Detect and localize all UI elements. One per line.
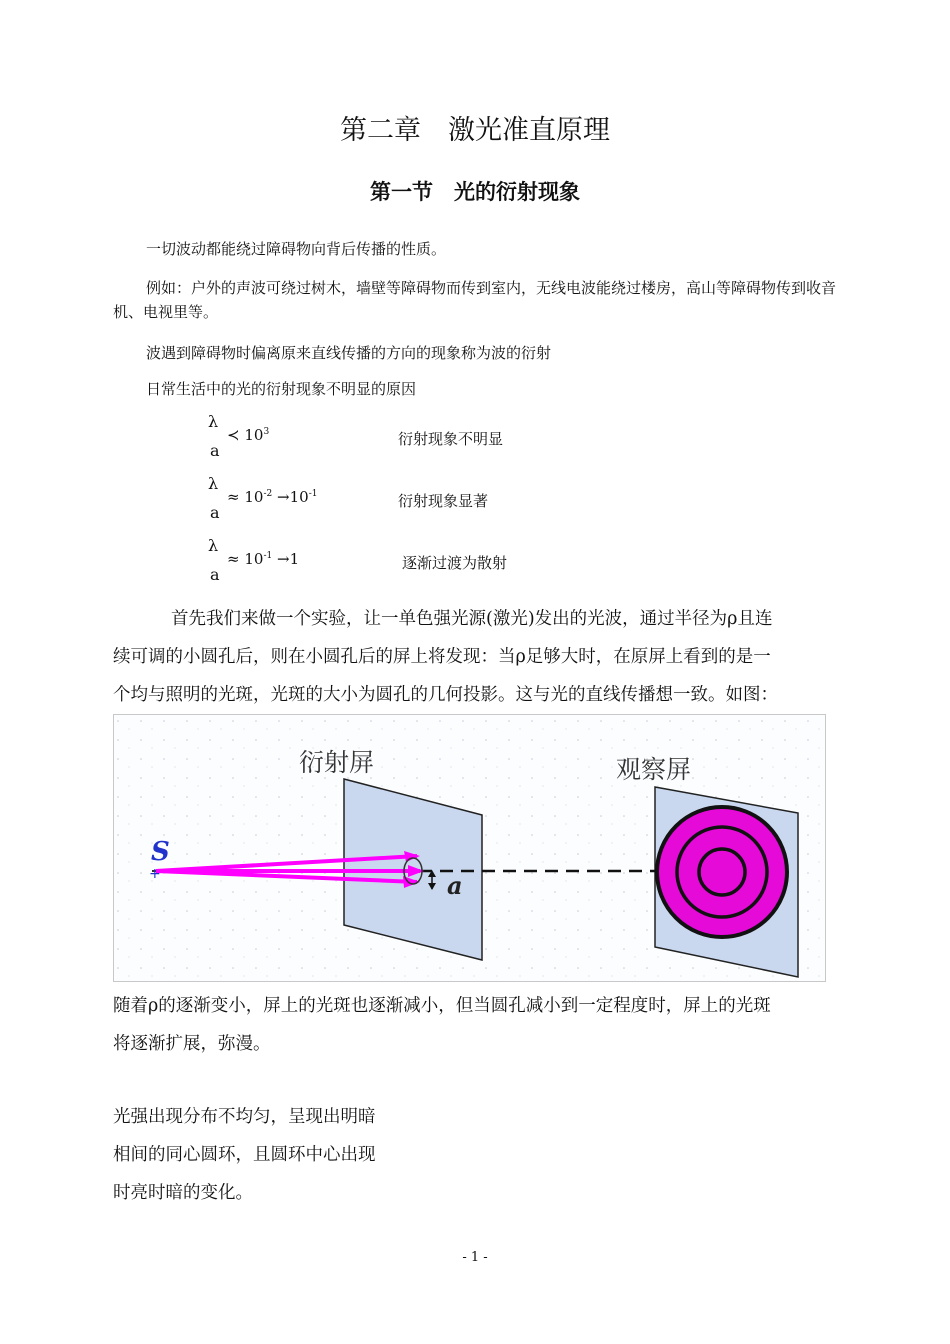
- formula-2-base2: 10: [289, 488, 309, 506]
- diffraction-experiment-figure: [113, 714, 826, 982]
- formula-1-description: 衍射现象不明显: [398, 430, 504, 448]
- formula-3-numerator: λ: [208, 536, 219, 555]
- formula-2-expression: [227, 488, 317, 506]
- section-title: 第一节 光的衍射现象: [370, 180, 580, 204]
- formula-2-operator: ≈: [227, 488, 240, 506]
- diffraction-diagram: [114, 715, 825, 981]
- formula-2-arrow: →: [277, 488, 290, 506]
- observation-screen-label: 观察屏: [616, 755, 692, 784]
- formula-2-exponent2: -1: [308, 489, 318, 499]
- experiment-line-2: 续可调的小圆孔后，则在小圆孔后的屏上将发现：当ρ足够大时，在原屏上看到的是一: [113, 647, 771, 667]
- intensity-line-2: 相间的同心圆环，且圆环中心出现: [113, 1145, 376, 1165]
- aperture-label: a: [447, 871, 463, 900]
- diffraction-screen-label: 衍射屏: [299, 748, 375, 777]
- formula-1-base: 10: [244, 426, 264, 444]
- formula-3-denominator: a: [210, 565, 220, 584]
- chapter-title: 第二章 激光准直原理: [340, 115, 610, 146]
- intensity-line-3: 时亮时暗的变化。: [113, 1183, 253, 1203]
- paragraph-examples: 例如：户外的声波可绕过树木，墙壁等障碍物而传到室内，无线电波能绕过楼房，高山等障碍物传到收音机、电视里等。: [113, 279, 837, 321]
- formula-3-base: 10: [244, 550, 264, 568]
- formula-2-denominator: a: [210, 503, 220, 522]
- formula-1-operator: ≺: [227, 426, 240, 444]
- formula-3-description: 逐渐过渡为散射: [402, 554, 508, 572]
- intensity-line-1: 光强出现分布不均匀，呈现出明暗: [113, 1107, 376, 1127]
- formula-1-expression: [227, 426, 269, 444]
- formula-3-exponent: -1: [263, 551, 273, 561]
- formula-3-arrow: →: [277, 550, 290, 568]
- aperture-shrink-line-1: 随着ρ的逐渐变小，屏上的光斑也逐渐减小，但当圆孔减小到一定程度时，屏上的光斑: [113, 996, 771, 1016]
- diffraction-ring-inner: [699, 849, 745, 895]
- formula-3-operator: ≈: [227, 550, 240, 568]
- experiment-line-1: 首先我们来做一个实验，让一单色强光源(激光)发出的光波，通过半径为ρ且连: [171, 609, 773, 629]
- formula-2-exponent: -2: [263, 489, 273, 499]
- experiment-line-3: 个均与照明的光斑，光斑的大小为圆孔的几何投影。这与光的直线传播想一致。如图：: [113, 685, 778, 705]
- formula-2-description: 衍射现象显著: [398, 492, 489, 510]
- formula-3-base2: 1: [289, 550, 300, 568]
- formula-2-base: 10: [244, 488, 264, 506]
- formula-1-exponent: 3: [263, 427, 270, 437]
- aperture-shrink-line-2: 将逐渐扩展，弥漫。: [113, 1034, 271, 1054]
- formula-1-denominator: a: [210, 441, 220, 460]
- formula-1-numerator: λ: [208, 412, 219, 431]
- source-label: S: [151, 837, 170, 867]
- formula-2-numerator: λ: [208, 474, 219, 493]
- paragraph-reason: 日常生活中的光的衍射现象不明显的原因: [146, 380, 417, 398]
- paragraph-definition: 一切波动都能绕过障碍物向背后传播的性质。: [146, 240, 447, 258]
- paragraph-wave-diffraction: 波遇到障碍物时偏离原来直线传播的方向的现象称为波的衍射: [146, 344, 552, 362]
- page-number: - 1 -: [462, 1250, 488, 1265]
- source-point-icon: +: [149, 866, 161, 882]
- formula-3-expression: [227, 550, 299, 568]
